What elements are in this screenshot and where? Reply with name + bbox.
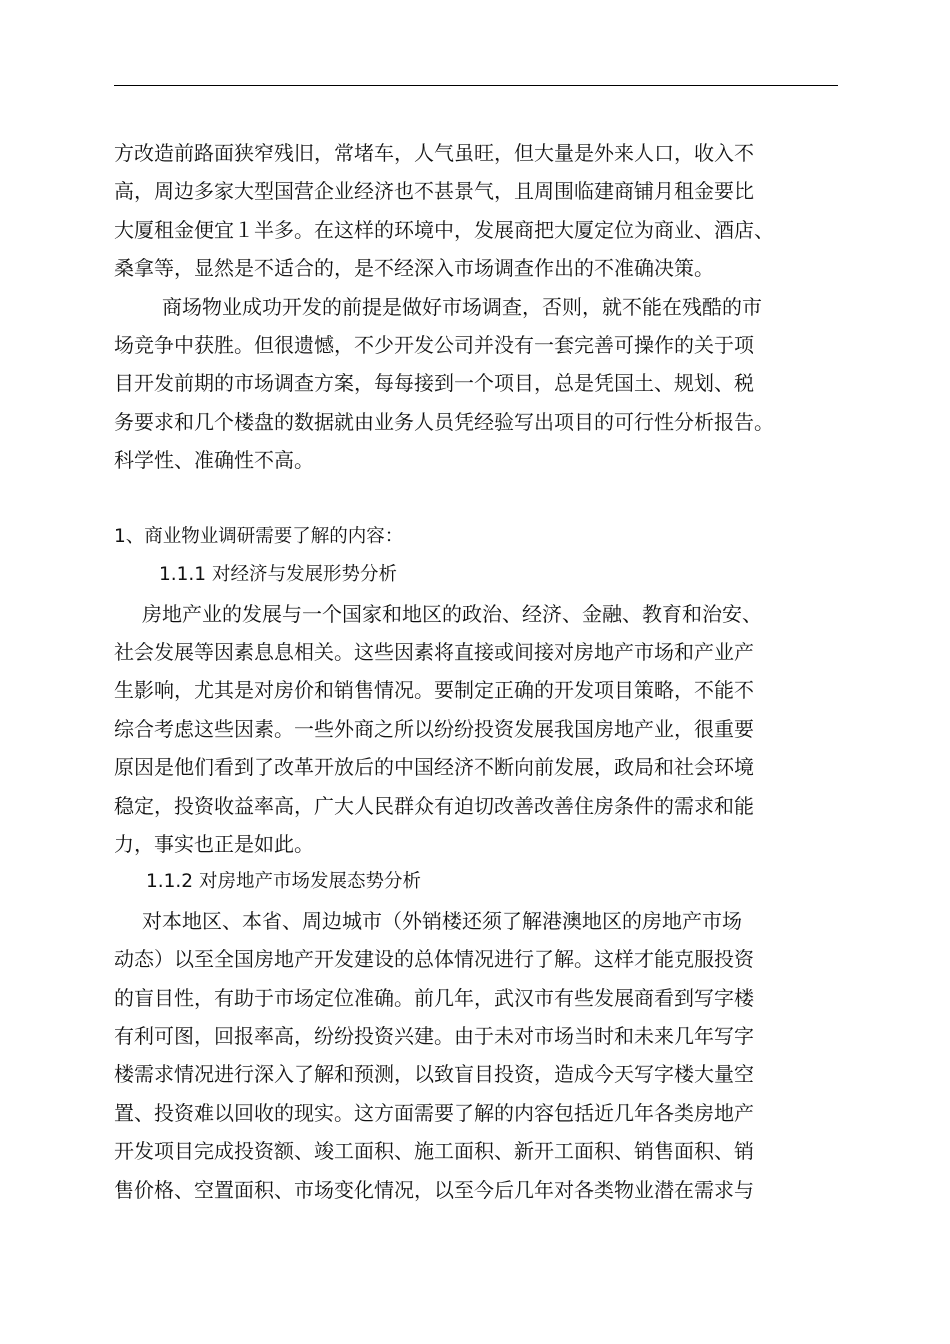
paragraph-intro bbox=[114, 134, 840, 288]
text-line: 动态）以至全国房地产开发建设的总体情况进行了解。这样才能克服投资 bbox=[114, 947, 754, 972]
text-line: 售价格、空置面积、市场变化情况，以至今后几年对各类物业潜在需求与 bbox=[114, 1177, 754, 1202]
subsection-heading-economy: 1.1.1 对经济与发展形势分析 bbox=[159, 564, 397, 586]
text-line: 高，周边多家大型国营企业经济也不甚景气，且周围临建商铺月租金要比 bbox=[114, 179, 754, 204]
text-line: 房地产业的发展与一个国家和地区的政治、经济、金融、教育和治安、 bbox=[142, 601, 762, 626]
text-line: 科学性、准确性不高。 bbox=[114, 448, 314, 473]
text-line: 桑拿等，显然是不适合的，是不经深入市场调查作出的不准确决策。 bbox=[114, 256, 714, 281]
text-line: 综合考虑这些因素。一些外商之所以纷纷投资发展我国房地产业，很重要 bbox=[114, 716, 754, 741]
text-line: 有利可图，回报率高，纷纷投资兴建。由于未对市场当时和未来几年写字 bbox=[114, 1023, 754, 1048]
text-line: 生影响，尤其是对房价和销售情况。要制定正确的开发项目策略，不能不 bbox=[114, 678, 754, 703]
text-line: 务要求和几个楼盘的数据就由业务人员凭经验写出项目的可行性分析报告。 bbox=[114, 409, 774, 434]
header-rule bbox=[114, 85, 838, 86]
blank-line bbox=[114, 480, 840, 518]
text-line: 置、投资难以回收的现实。这方面需要了解的内容包括近几年各类房地产 bbox=[114, 1100, 754, 1125]
text-line: 原因是他们看到了改革开放后的中国经济不断向前发展，政局和社会环境 bbox=[114, 755, 754, 780]
text-line: 楼需求情况进行深入了解和预测，以致盲目投资，造成今天写字楼大量空 bbox=[114, 1062, 754, 1087]
text-line: 目开发前期的市场调查方案，每每接到一个项目，总是凭国土、规划、税 bbox=[114, 371, 754, 396]
text-line: 商场物业成功开发的前提是做好市场调查，否则，就不能在残酷的市 bbox=[162, 294, 762, 319]
section-heading: 1、商业物业调研需要了解的内容： bbox=[114, 525, 404, 547]
paragraph-economy bbox=[114, 595, 840, 864]
text-line: 场竞争中获胜。但很遗憾，不少开发公司并没有一套完善可操作的关于项 bbox=[114, 332, 754, 357]
subsection-heading-market: 1.1.2 对房地产市场发展态势分析 bbox=[146, 871, 421, 893]
text-line: 对本地区、本省、周边城市（外销楼还须了解港澳地区的房地产市场 bbox=[142, 908, 742, 933]
text-line: 方改造前路面狭窄残旧，常堵车，人气虽旺，但大量是外来人口，收入不 bbox=[114, 141, 754, 165]
text-line: 稳定，投资收益率高，广大人民群众有迫切改善改善住房条件的需求和能 bbox=[114, 793, 754, 818]
paragraph-market-survey bbox=[114, 288, 840, 480]
paragraph-market-trend bbox=[114, 902, 840, 1209]
document-body bbox=[114, 134, 840, 1209]
text-line: 开发项目完成投资额、竣工面积、施工面积、新开工面积、销售面积、销 bbox=[114, 1139, 754, 1164]
text-line: 的盲目性，有助于市场定位准确。前几年，武汉市有些发展商看到写字楼 bbox=[114, 985, 754, 1010]
text-line: 大厦租金便宜１半多。在这样的环境中，发展商把大厦定位为商业、酒店、 bbox=[114, 217, 774, 242]
text-line: 社会发展等因素息息相关。这些因素将直接或间接对房地产市场和产业产 bbox=[114, 640, 754, 665]
text-line: 力，事实也正是如此。 bbox=[114, 832, 314, 857]
